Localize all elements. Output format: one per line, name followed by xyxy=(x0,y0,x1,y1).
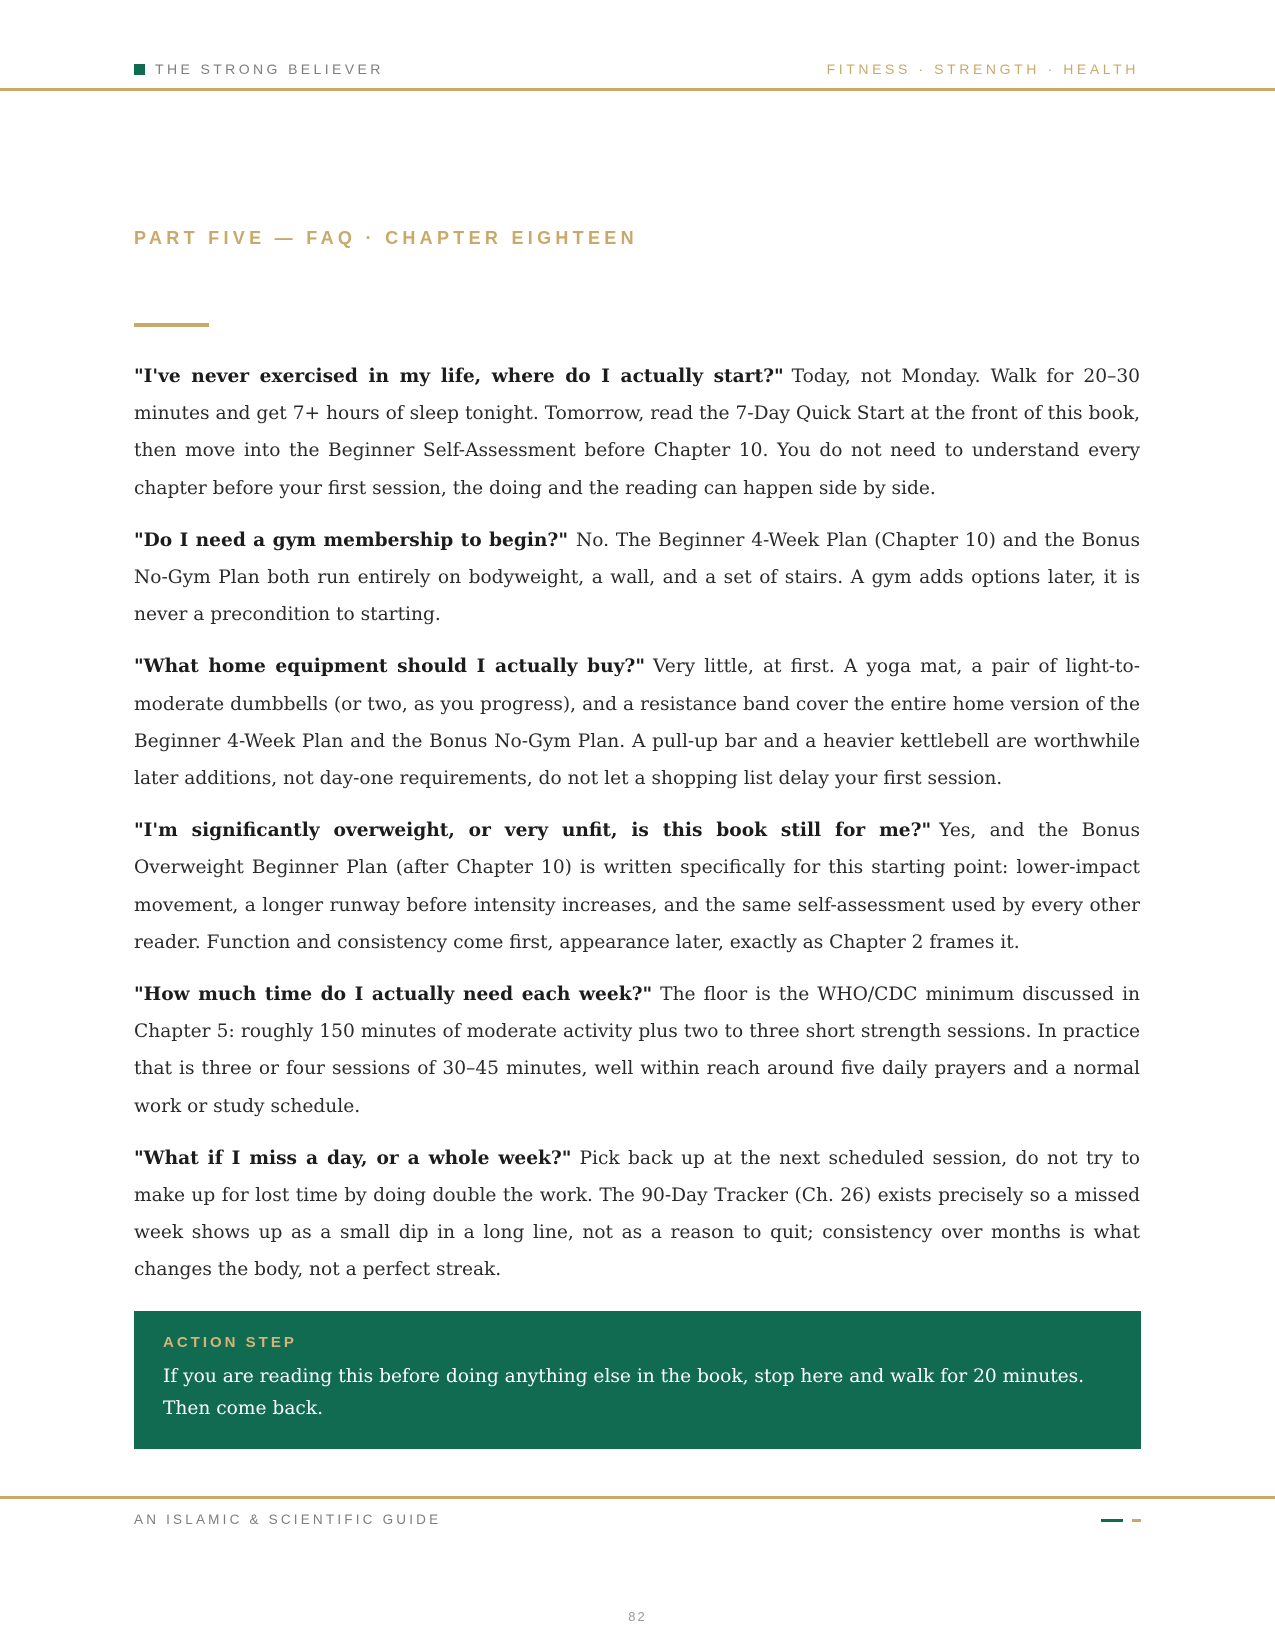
footer-gold-mark-icon xyxy=(1132,1519,1141,1522)
brand-title: THE STRONG BELIEVER xyxy=(155,61,384,77)
faq-answer: Very little, at first. A yoga mat, a pair of light-to-moderate dumbbells (or two, as you progress), and a resistance band cover the entire home version of the Beginner 4-Week Plan and the Bonus No-Gym Plan. A pull-up bar and a heavier kettlebell are worthwhile later additions, not day-one requirements, do not let a shopping list delay your first session. xyxy=(134,656,1140,790)
faq-question: "What if I miss a day, or a whole week?" xyxy=(134,1147,572,1169)
accent-rule xyxy=(134,323,209,327)
footer-rule xyxy=(0,1496,1275,1499)
faq-item xyxy=(134,976,1140,1125)
faq-list xyxy=(134,358,1140,1304)
faq-question: "What home equipment should I actually buy?" xyxy=(134,656,646,678)
faq-question: "Do I need a gym membership to begin?" xyxy=(134,529,569,551)
faq-answer: Today, not Monday. Walk for 20–30 minutes and get 7+ hours of sleep tonight. Tomorrow, read the 7-Day Quick Start at the front of this book, then move into the Beginner Self-Assessment before Chapter 10. You do not need to understand every chapter before your first session, the doing and the reading can happen side by side. xyxy=(134,366,1141,499)
footer-marks xyxy=(1101,1519,1141,1522)
faq-item xyxy=(134,812,1140,961)
page-header xyxy=(0,0,1275,91)
faq-item xyxy=(134,648,1140,797)
chapter-label: PART FIVE — FAQ · CHAPTER EIGHTEEN xyxy=(134,228,638,248)
brand-square-icon xyxy=(134,64,145,75)
faq-answer: No. The Beginner 4-Week Plan (Chapter 10) and the Bonus No-Gym Plan both run entirely on bodyweight, a wall, and a set of stairs. A gym adds options later, it is never a precondition to starting. xyxy=(134,529,1140,626)
action-step-text: If you are reading this before doing anything else in the book, stop here and walk for 20 minutes. Then come back. xyxy=(163,1366,1085,1419)
faq-answer: Yes, and the Bonus Overweight Beginner Plan (after Chapter 10) is written specifically for this starting point: lower-impact movement, a longer runway before intensity increases, and the same self-assessment used by every other reader. Function and consistency come first, appearance later, exactly as Chapter 2 frames it. xyxy=(134,820,1140,953)
brand xyxy=(134,61,384,77)
faq-item xyxy=(134,522,1140,634)
faq-item xyxy=(134,1140,1140,1289)
faq-item xyxy=(134,358,1140,507)
page-number: 82 xyxy=(628,1609,647,1624)
faq-question: "I'm significantly overweight, or very unfit, is this book still for me?" xyxy=(134,820,932,842)
faq-question: "How much time do I actually need each week?" xyxy=(134,984,653,1006)
faq-answer: Pick back up at the next scheduled session, do not try to make up for lost time by doing double the work. The 90-Day Tracker (Ch. 26) exists precisely so a missed week shows up as a small dip in a long line, not as a reason to quit; consistency over months is what changes the body, not a perfect streak. xyxy=(134,1147,1140,1281)
faq-question: "I've never exercised in my life, where do I actually start?" xyxy=(134,366,784,387)
action-step-label: ACTION STEP xyxy=(163,1334,297,1351)
faq-answer: The floor is the WHO/CDC minimum discussed in Chapter 5: roughly 150 minutes of moderate activity plus two to three short strength sessions. In practice that is three or four sessions of 30–45 minutes, well within reach around five daily prayers and a normal work or study schedule. xyxy=(134,984,1140,1117)
footer-text: AN ISLAMIC & SCIENTIFIC GUIDE xyxy=(134,1512,442,1527)
action-step-box xyxy=(134,1311,1141,1449)
footer-green-mark-icon xyxy=(1101,1519,1123,1522)
header-tagline: FITNESS · STRENGTH · HEALTH xyxy=(826,61,1139,77)
